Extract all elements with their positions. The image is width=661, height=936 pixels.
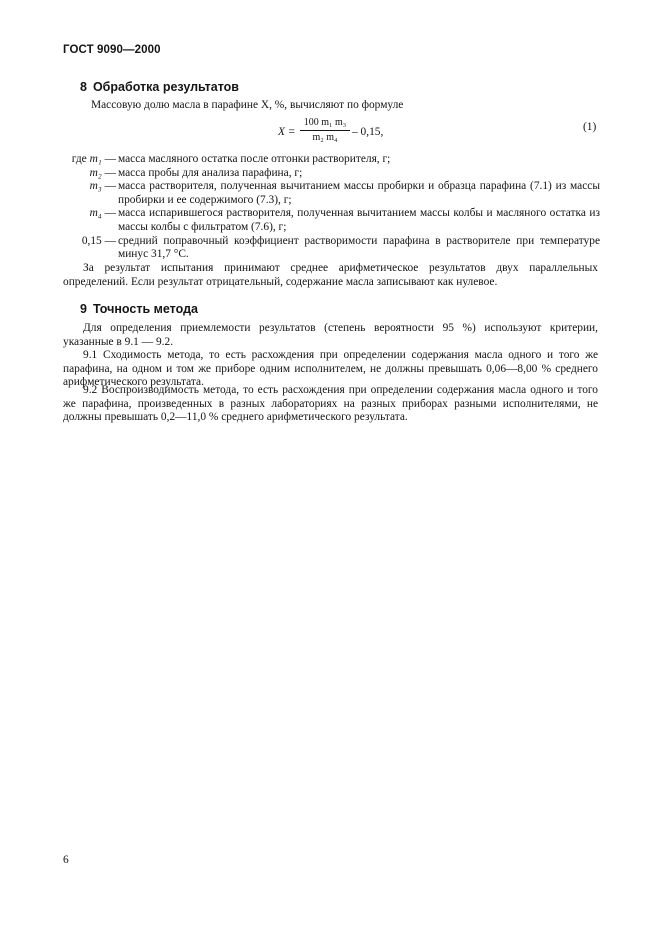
formula-numerator: 100 m₁ m₃ — [303, 117, 347, 128]
definition-symbol: m₃ — — [89, 180, 116, 193]
definition-text: масса пробы для анализа парафина, г; — [118, 166, 303, 179]
section-9-paragraph-1: Для определения приемлемости результатов (степень вероятности 95 %) используют критерии, указанные в 9.1 — 9.2. — [63, 322, 598, 348]
section-8-heading — [80, 80, 239, 94]
equation-number: (1) — [583, 121, 597, 133]
result-paragraph: За результат испытания принимают среднее арифметическое результатов двух параллельных определений. Если результат отрицательный, содержание масла записывают как нулевое. — [63, 262, 598, 288]
definition-m1 — [50, 153, 600, 167]
symbol-m1: m₁ — [89, 153, 102, 165]
section-8-title: Обработка результатов — [92, 80, 239, 94]
definition-m2 — [50, 167, 600, 181]
definition-text: масса растворителя, полученная вычитанием массы пробирки и образца парафина (7.1) из массы пробирки и ее содержимого (7.3), г; — [118, 180, 600, 206]
definition-m4 — [50, 207, 600, 234]
section-8-number: 8 — [80, 80, 87, 94]
section-9-paragraph-3: 9.2 Воспроизводимость метода, то есть расхождения при определении содержания масла одного и того же парафина, произведенных в разных лабораториях на разных приборах разными исполнителями, не должны превышать 0,2—11,0 % среднего арифметического результата. — [63, 384, 598, 424]
document-header: ГОСТ 9090—2000 — [63, 44, 161, 56]
section-9-paragraph-2: 9.1 Сходимость метода, то есть расхождения при определении содержания масла одного и того же парафина, на одном и том же приборе одним исполнителем, не должны превышать 0,06—8,00 % среднего арифметического результата. — [63, 349, 598, 389]
symbol-m2: m₂ — [89, 166, 102, 179]
section-9-title: Точность метода — [92, 302, 198, 316]
formula-rest: – 0,15, — [352, 126, 384, 138]
definition-text: масса испарившегося растворителя, полученная вычитанием массы колбы и масляного остатка из массы колбы с фильтратом (7.6), г; — [118, 207, 600, 233]
definition-coefficient — [50, 235, 600, 262]
section-9-number: 9 — [80, 302, 87, 316]
definition-symbol: где m₁ — — [71, 153, 116, 165]
symbol-m3: m₃ — [89, 180, 102, 193]
page-number: 6 — [63, 854, 69, 866]
definitions-list — [50, 153, 600, 262]
definition-prefix: где — [71, 153, 87, 165]
fraction-bar — [300, 130, 350, 131]
formula-fraction — [300, 117, 350, 144]
definition-text: средний поправочный коэффициент растворимости парафина в растворителе при температуре минус 31,7 °С. — [118, 234, 600, 261]
definition-symbol: 0,15 — — [81, 234, 116, 247]
symbol-m4: m₄ — [89, 207, 102, 220]
formula-intro: Массовую долю масла в парафине X, %, вычисляют по формуле — [91, 99, 404, 111]
definition-m3 — [50, 180, 600, 207]
definition-text: масса масляного остатка после отгонки растворителя, г; — [118, 153, 391, 165]
formula — [278, 117, 428, 149]
section-9-heading — [80, 302, 198, 316]
definition-symbol: m₂ — — [89, 166, 116, 179]
formula-lhs: X = — [278, 126, 296, 138]
symbol-coefficient: 0,15 — [81, 234, 102, 247]
formula-denominator: m₂ m₄ — [312, 132, 338, 143]
definition-symbol: m₄ — — [89, 207, 116, 220]
